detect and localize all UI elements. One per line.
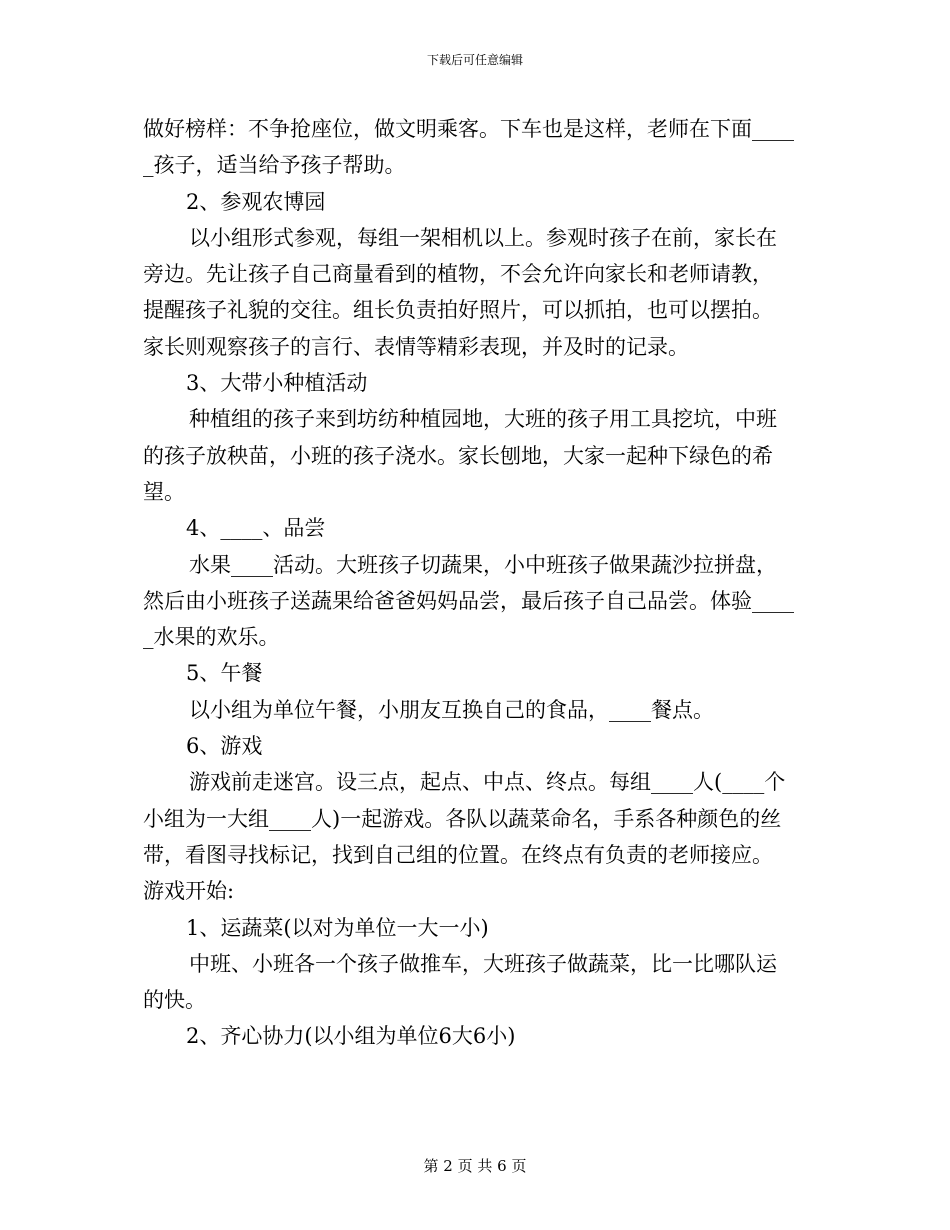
text-line: 提醒孩子礼貌的交往。组长负责拍好照片，可以抓拍，也可以摆拍。 xyxy=(143,298,773,323)
section-heading: 3、大带小种植活动 xyxy=(186,371,368,396)
text-line: 的孩子放秧苗，小班的孩子浇水。家长刨地，大家一起种下绿色的希 xyxy=(143,443,773,468)
page-header: 下载后可任意编辑 xyxy=(426,53,523,67)
text-line: 望。 xyxy=(143,479,185,504)
text-line: 然后由小班孩子送蔬果给爸爸妈妈品尝，最后孩子自己品尝。体验____ xyxy=(143,588,794,613)
text-line: _水果的欢乐。 xyxy=(143,625,280,650)
text-line: 以小组为单位午餐，小朋友互换自己的食品，____餐点。 xyxy=(189,697,714,722)
text-line: 带，看图寻找标记，找到自己组的位置。在终点有负责的老师接应。 xyxy=(143,842,773,867)
section-heading: 5、午餐 xyxy=(186,661,263,686)
document-body xyxy=(143,111,813,1055)
text-line: 中班、小班各一个孩子做推车，大班孩子做蔬菜，比一比哪队运 xyxy=(189,951,777,976)
text-line: 种植组的孩子来到坊纺种植园地，大班的孩子用工具挖坑，中班 xyxy=(189,407,777,432)
text-line: 家长则观察孩子的言行、表情等精彩表现，并及时的记录。 xyxy=(143,334,689,359)
section-heading: 4、____、品尝 xyxy=(186,516,326,541)
text-line: 以小组形式参观，每组一架相机以上。参观时孩子在前，家长在 xyxy=(189,225,777,250)
section-heading: 2、参观农博园 xyxy=(186,189,326,214)
section-heading: 1、运蔬菜(以对为单位一大一小) xyxy=(186,915,489,940)
text-line: 的快。 xyxy=(143,988,206,1013)
text-line: 游戏前走迷宫。设三点，起点、中点、终点。每组____人(____个 xyxy=(189,770,786,795)
page-number: 第 2 页 共 6 页 xyxy=(423,1157,527,1175)
section-heading: 6、游戏 xyxy=(186,734,263,759)
text-line: 旁边。先让孩子自己商量看到的植物，不会允许向家长和老师请教， xyxy=(143,262,773,287)
text-line: 水果____活动。大班孩子切蔬果，小中班孩子做果蔬沙拉拼盘， xyxy=(189,552,777,577)
text-line: 游戏开始: xyxy=(143,879,235,904)
text-line: 做好榜样：不争抢座位，做文明乘客。下车也是这样，老师在下面____ xyxy=(143,117,794,141)
text-line: 小组为一大组____人)一起游戏。各队以蔬菜命名，手系各种颜色的丝 xyxy=(143,806,782,831)
section-heading: 2、齐心协力(以小组为单位6大6小) xyxy=(186,1024,516,1049)
text-line: _孩子，适当给予孩子帮助。 xyxy=(143,153,406,178)
